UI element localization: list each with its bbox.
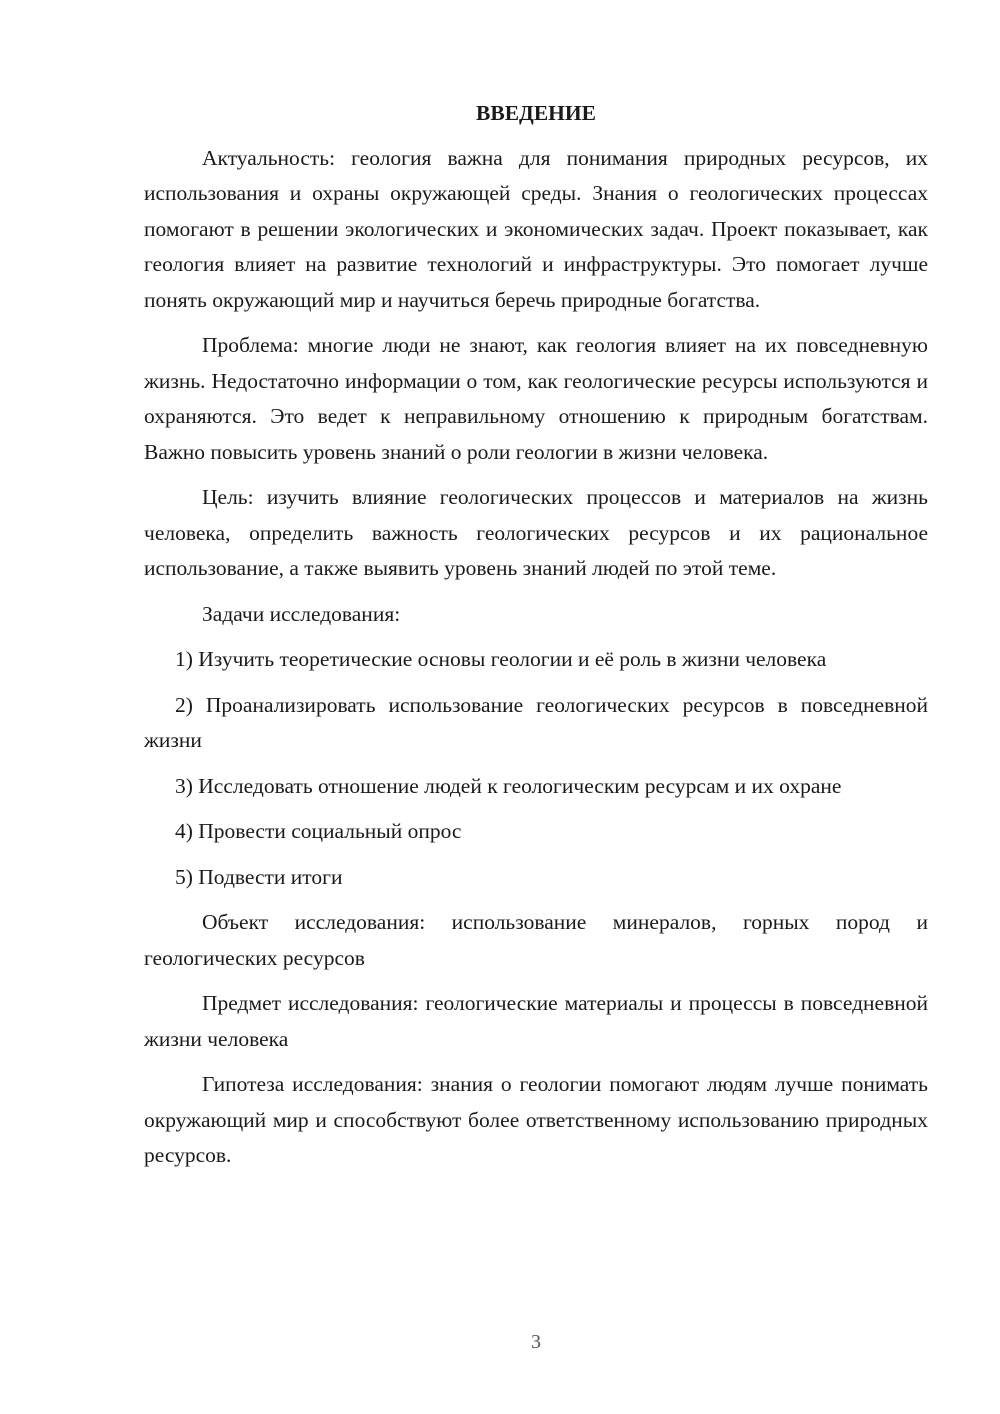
problem-paragraph: Проблема: многие люди не знают, как геология влияет на их повседневную жизнь. Недостаточно информации о том, как геологические ресурсы используются и охраняются. Это ведет к неправильному отношению к природным богатствам. Важно повысить уровень знаний о роли геологии в жизни человека.	[144, 333, 928, 464]
task-item-2: 2) Проанализировать использование геологических ресурсов в повседневной жизни	[144, 692, 928, 752]
page-number: 3	[531, 1331, 541, 1353]
task-item-5: 5) Подвести итоги	[175, 864, 343, 889]
hypothesis-paragraph: Гипотеза исследования: знания о геологии помогают людям лучше понимать окружающий мир и способствуют более ответственному использованию природных ресурсов.	[144, 1072, 928, 1167]
document-body	[144, 96, 928, 1184]
section-heading: ВВЕДЕНИЕ	[476, 101, 596, 125]
goal-paragraph: Цель: изучить влияние геологических процессов и материалов на жизнь человека, определить важность геологических ресурсов и их рациональное использование, а также выявить уровень знаний людей по этой теме.	[144, 485, 928, 580]
task-item-4: 4) Провести социальный опрос	[175, 819, 462, 843]
task-item-3: 3) Исследовать отношение людей к геологическим ресурсам и их охране	[175, 773, 842, 798]
subject-paragraph: Предмет исследования: геологические материалы и процессы в повседневной жизни человека	[144, 991, 928, 1051]
tasks-title: Задачи исследования:	[202, 601, 401, 626]
relevance-paragraph: Актуальность: геология важна для понимания природных ресурсов, их использования и охраны окружающей среды. Знания о геологических процессах помогают в решении экологических и экономических задач. Проект показывает, как геология влияет на развитие технологий и инфраструктуры. Это помогает лучше понять окружающий мир и научиться беречь природные богатства.	[144, 145, 928, 312]
page-number-footer	[0, 1331, 1000, 1354]
object-paragraph: Объект исследования: использование минералов, горных пород и геологических ресурсов	[144, 910, 928, 970]
task-item-1: 1) Изучить теоретические основы геологии и её роль в жизни человека	[175, 647, 827, 671]
